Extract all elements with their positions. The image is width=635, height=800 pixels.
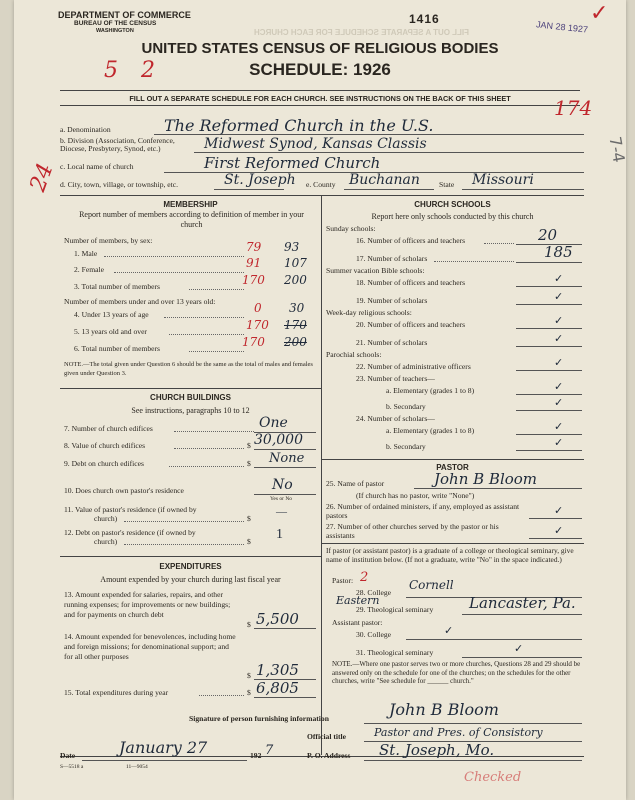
q14-label: 14. Amount expended for benevolences, including home and foreign missions; for denominational support; and for all other purposes	[64, 632, 236, 661]
q13-dollar: $	[247, 620, 251, 629]
buildings-rule	[60, 388, 321, 389]
q17-label: 17. Number of scholars	[356, 254, 428, 263]
city-label-field: d. City, town, village, or township, etc.	[60, 180, 179, 189]
q7-label: 7. Number of church edifices	[64, 424, 153, 433]
q4-leader	[164, 317, 244, 318]
q27-line	[529, 538, 582, 539]
form-code: S—5518 a	[60, 764, 84, 770]
q11-dash: —	[276, 506, 287, 518]
q5-label: 5. 13 years old and over	[74, 327, 147, 336]
department-label: DEPARTMENT OF COMMERCE	[58, 10, 191, 20]
q3-value: 200	[284, 273, 307, 287]
q19-check: ✓	[554, 291, 564, 303]
red-mark-top: 5 2	[104, 58, 163, 83]
q21-label: 21. Number of scholars	[356, 338, 428, 347]
q30-label: 30. College	[356, 630, 392, 639]
expenditures-subtitle: Amount expended by your church during last fiscal year	[100, 575, 281, 584]
q15-dollar: $	[247, 688, 251, 697]
q13-label: 13. Amount expended for salaries, repairs, and other running expenses; for improvements or new buildings; and for payments on church debt	[64, 590, 231, 619]
q24b-label: b. Secondary	[386, 442, 426, 451]
q26-line	[529, 518, 582, 519]
official-title-value: Pastor and Pres. of Consistory	[374, 726, 543, 739]
county-label: e. County	[306, 180, 336, 189]
po-address-value: St. Joseph, Mo.	[379, 741, 495, 759]
q2-value-red: 91	[246, 256, 262, 270]
q23a-check: ✓	[554, 381, 564, 393]
q1-leader	[104, 256, 244, 257]
q24a-line	[516, 434, 582, 435]
q25-value: John B Bloom	[434, 470, 538, 488]
signature-label: Signature of person furnishing information	[189, 714, 329, 723]
local-name-label: c. Local name of church	[60, 162, 134, 171]
q5-value-red: 170	[246, 318, 269, 332]
q12-label: 12. Debt on pastor's residence (if owned by	[64, 528, 196, 537]
q2-label: 2. Female	[74, 265, 104, 274]
q22-line	[516, 370, 582, 371]
q28-value: Cornell	[409, 578, 454, 592]
pastor-sub-label: Pastor:	[332, 576, 354, 585]
q3-label: 3. Total number of members	[74, 282, 161, 291]
print-code: 11—9054	[126, 764, 148, 770]
city-line	[214, 189, 284, 190]
q14-dollar: $	[247, 671, 251, 680]
instruction-line: FILL OUT A SEPARATE SCHEDULE FOR EACH CHURCH. SEE INSTRUCTIONS ON THE BACK OF THIS SHEET	[129, 94, 511, 103]
schedule-title: SCHEDULE: 1926	[249, 60, 391, 79]
q8-dollar: $	[247, 441, 251, 450]
q28-label: 28. College	[356, 588, 392, 597]
q23b-label: b. Secondary	[386, 402, 426, 411]
county-value: Buchanan	[349, 172, 420, 188]
q10-label: 10. Does church own pastor's residence	[64, 486, 184, 495]
q22-check: ✓	[554, 357, 564, 369]
division-label: b. Division (Association, Conference, Diocese, Presbytery, Synod, etc.)	[60, 136, 175, 153]
q7-value: One	[259, 415, 288, 431]
division-value: Midwest Synod, Kansas Classis	[204, 136, 427, 152]
q1-value-red: 79	[246, 240, 262, 254]
grid-top-rule	[60, 195, 584, 196]
q17-line	[516, 262, 582, 263]
q20-check: ✓	[554, 315, 564, 327]
q18-line	[516, 286, 582, 287]
q22-label: 22. Number of administrative officers	[356, 362, 471, 371]
county-line	[344, 189, 434, 190]
q18-label: 18. Number of officers and teachers	[356, 278, 466, 287]
q7-leader	[174, 431, 254, 432]
state-label: State	[439, 180, 455, 189]
schools-subtitle: Report here only schools conducted by this church	[371, 212, 534, 221]
q29-value: Lancaster, Pa.	[469, 594, 576, 612]
q24b-check: ✓	[554, 437, 564, 449]
pastor-title: PASTOR	[436, 463, 469, 472]
q17-leader	[434, 261, 514, 262]
q3-value-red: 170	[242, 273, 265, 287]
q31-line	[462, 657, 582, 658]
red-number: 174	[554, 96, 593, 120]
q31-label: 31. Theological seminary	[356, 648, 434, 657]
denomination-value: The Reformed Church in the U.S.	[164, 116, 434, 135]
q12-mark: 1	[276, 527, 283, 542]
q9-label: 9. Debt on church edifices	[64, 459, 144, 468]
q1-label: 1. Male	[74, 249, 98, 258]
q21-check: ✓	[554, 333, 564, 345]
q4-label: 4. Under 13 years of age	[74, 310, 149, 319]
form-number: 1416	[409, 12, 440, 26]
q24a-check: ✓	[554, 421, 564, 433]
official-title-label: Official title	[307, 732, 347, 741]
bureau-label: BUREAU OF THE CENSUS	[74, 20, 157, 27]
pencil-mark-right: 7-4	[605, 134, 629, 165]
q14-value: 1,305	[256, 661, 299, 679]
denomination-label: a. Denomination	[60, 125, 111, 134]
pastor-info-rule	[321, 543, 584, 544]
q6-value: 200	[284, 335, 307, 349]
q9-dollar: $	[247, 459, 251, 468]
membership-subtitle: Report number of members according to definition of member in your church	[79, 210, 304, 229]
yes-no-hint: Yes or No	[270, 496, 293, 502]
q10-line	[254, 494, 316, 495]
signature-line	[364, 723, 582, 724]
city-label: WASHINGTON	[96, 28, 134, 34]
q11-label: 11. Value of pastor's residence (if owned by	[64, 505, 197, 514]
instruction-rule-bottom	[60, 105, 580, 106]
expenditures-title: EXPENDITURES	[159, 562, 222, 571]
pastor-rule	[321, 459, 584, 460]
q16-label: 16. Number of officers and teachers	[356, 236, 466, 245]
q5-value: 170	[284, 318, 307, 332]
q13-value: 5,500	[256, 610, 299, 628]
q29-line	[462, 614, 582, 615]
q6-value-red: 170	[242, 335, 265, 349]
q25-line	[414, 488, 582, 489]
q15-line	[254, 697, 316, 698]
date-value: January 27	[119, 738, 208, 757]
census-schedule-sheet	[14, 0, 629, 800]
q9-value: None	[269, 451, 305, 466]
q30-line	[406, 639, 582, 640]
po-address-line	[364, 760, 582, 761]
q24b-line	[516, 450, 582, 451]
bleed-through-text: FILL OUT A SEPARATE SCHEDULE FOR EACH CHURCH	[254, 28, 469, 37]
q23a-label: a. Elementary (grades 1 to 8)	[386, 386, 475, 395]
membership-note: NOTE.—The total given under Question 6 should be the same as the total of males and females given under Question 3.	[64, 361, 313, 377]
q11-dollar: $	[247, 514, 251, 523]
q8-leader	[174, 448, 244, 449]
q10-value: No	[272, 477, 293, 493]
date-label: Date	[60, 751, 76, 760]
q19-label: 19. Number of scholars	[356, 296, 428, 305]
q13-line	[254, 628, 316, 629]
received-stamp: JAN 28 1927	[535, 19, 589, 35]
red-margin-mark: 24	[25, 160, 59, 195]
asst-pastor-label: Assistant pastor:	[332, 618, 383, 627]
q27-label: 27. Number of other churches served by the pastor or his assistants	[326, 522, 499, 540]
q25-note: (If church has no pastor, write "None")	[356, 491, 475, 500]
sunday-label: Sunday schools:	[326, 224, 376, 233]
pastor-info-text: If pastor (or assistant pastor) is a graduate of a college or theological seminary, give name of institution below. (If not a graduate, write "No" in the space indicated.)	[326, 546, 574, 564]
state-value: Missouri	[472, 172, 534, 188]
q23b-line	[516, 410, 582, 411]
q15-value: 6,805	[256, 679, 299, 697]
q6-label: 6. Total number of members	[74, 344, 161, 353]
red-check-mark: ✓	[590, 0, 609, 25]
q16-leader	[484, 243, 514, 244]
under-over-label: Number of members under and over 13 years old:	[64, 297, 216, 306]
q30-check: ✓	[444, 625, 454, 637]
q15-label: 15. Total expenditures during year	[64, 688, 169, 697]
q12-label-2: church)	[94, 537, 118, 546]
q11-leader	[124, 521, 244, 522]
q21-line	[516, 346, 582, 347]
q6-leader	[189, 351, 244, 352]
form-title: UNITED STATES CENSUS OF RELIGIOUS BODIES	[141, 40, 499, 57]
state-line	[462, 189, 584, 190]
instruction-rule-top	[60, 90, 580, 91]
schools-title: CHURCH SCHOOLS	[414, 200, 491, 209]
q20-line	[516, 328, 582, 329]
q11-label-2: church)	[94, 514, 118, 523]
q3-leader	[189, 289, 244, 290]
q8-label: 8. Value of church edifices	[64, 441, 146, 450]
grid-center-rule	[321, 195, 322, 755]
year-prefix: 192	[250, 751, 262, 760]
q23a-line	[516, 394, 582, 395]
po-address-label: P. O. Address	[307, 751, 351, 760]
q15-leader	[199, 695, 244, 696]
city-value: St. Joseph	[224, 172, 296, 188]
q2-leader	[114, 272, 244, 273]
q25-label: 25. Name of pastor	[326, 479, 385, 488]
q2-value: 107	[284, 256, 307, 270]
pastor-note: NOTE.—Where one pastor serves two or more churches, Questions 28 and 29 should be answered only on the schedule for one of the churches; on the schedules for the other churches, write "See schedule for ______ church."	[332, 660, 581, 685]
q24a-label: a. Elementary (grades 1 to 8)	[386, 426, 475, 435]
q26-label: 26. Number of ordained ministers, if any, employed as assistant pastors	[326, 502, 520, 520]
q12-dollar: $	[247, 537, 251, 546]
date-line	[82, 760, 247, 761]
buildings-title: CHURCH BUILDINGS	[150, 393, 231, 402]
q20-label: 20. Number of officers and teachers	[356, 320, 466, 329]
q9-leader	[169, 466, 244, 467]
membership-title: MEMBERSHIP	[163, 200, 218, 209]
expenditures-rule	[60, 556, 321, 557]
q18-check: ✓	[554, 273, 564, 285]
q29-prefix: Eastern	[336, 594, 380, 607]
q9-line	[254, 467, 316, 468]
q29-label: 29. Theological seminary	[356, 605, 434, 614]
q4-value-red: 0	[254, 301, 262, 315]
q1-value: 93	[284, 240, 300, 254]
year-suffix: 7	[265, 743, 274, 758]
q8-line	[254, 449, 316, 450]
parochial-label: Parochial schools:	[326, 350, 382, 359]
pastor-red-mark: 2	[360, 570, 369, 585]
q24-label: 24. Number of scholars—	[356, 414, 435, 423]
by-sex-label: Number of members, by sex:	[64, 236, 153, 245]
q31-check: ✓	[514, 643, 524, 655]
summer-label: Summer vacation Bible schools:	[326, 266, 425, 275]
q19-line	[516, 304, 582, 305]
q12-leader	[124, 544, 244, 545]
q23b-check: ✓	[554, 397, 564, 409]
q17-value: 185	[544, 243, 573, 261]
q16-value: 20	[538, 226, 558, 244]
signature-value: John B Bloom	[389, 700, 499, 719]
q26-check: ✓	[554, 505, 564, 517]
q5-leader	[169, 334, 244, 335]
buildings-subtitle: See instructions, paragraphs 10 to 12	[131, 406, 250, 415]
q23-label: 23. Number of teachers—	[356, 374, 435, 383]
q8-value: 30,000	[254, 432, 303, 448]
division-line	[194, 152, 584, 153]
red-scrawl: Checked	[464, 770, 522, 785]
q27-check: ✓	[554, 525, 564, 537]
local-name-value: First Reformed Church	[204, 154, 381, 172]
weekday-label: Week-day religious schools:	[326, 308, 412, 317]
q4-value: 30	[289, 301, 305, 315]
